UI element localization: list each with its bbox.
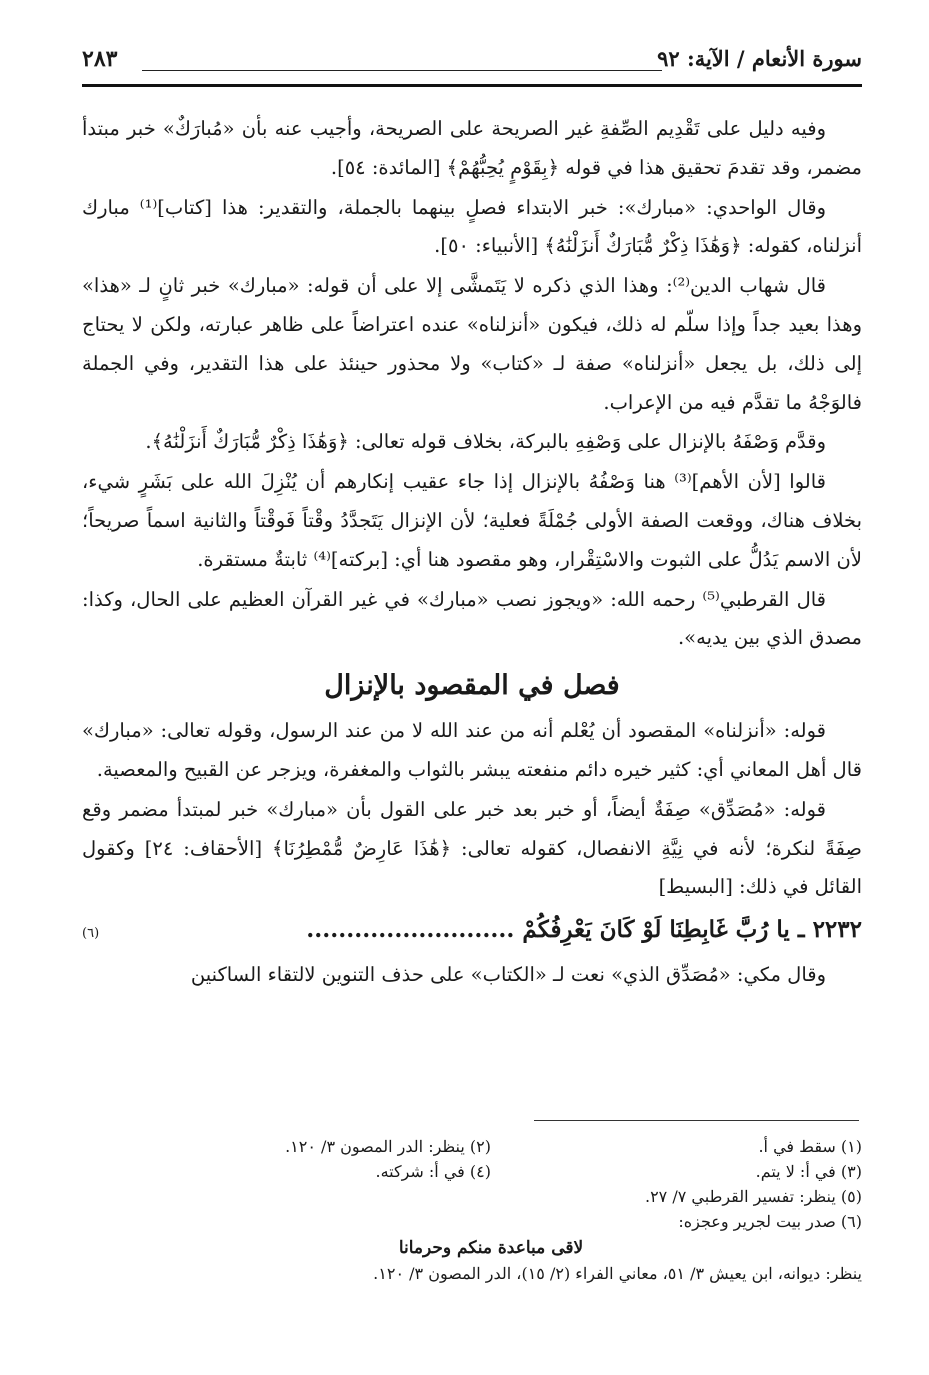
footnote-5: (٥) ينظر: تفسير القرطبي ٧/ ٢٧. — [644, 1187, 862, 1206]
footnote-row — [120, 1159, 862, 1184]
paragraph: قال شهاب الدين⁽²⁾: وهذا الذي ذكره لا يَتَمشَّى إلا على أن قوله: «مبارك» خبر ثانٍ لـ «هذا» وهذا بعيد جداً وإذا سلّم له ذلك، فيكون «أنزلناه» عنده اعتراضاً على ظاهر عبارته، ولكن لا يحتاج إلى ذلك، بل يجعل «أنزلناه» صفة لـ «كتاب» ولا محذور حينئذ على هذا التقدير، وفي الجملة فالوَجْهُ ما تقدَّم فيه من الإعراب. — [82, 274, 862, 414]
header-divider-thin — [142, 70, 662, 71]
header-divider — [82, 84, 862, 87]
footnote-divider — [534, 1120, 859, 1121]
header-title: سورة الأنعام / الآية: ٩٢ — [657, 46, 862, 71]
main-text — [82, 110, 862, 996]
page-number: ٢٨٣ — [82, 46, 118, 72]
footnotes — [120, 1134, 862, 1286]
paragraph: وقدَّم وَصْفَهُ بالإنزال على وَصْفِهِ بالبركة، بخلاف قوله تعالى: ﴿وَهَٰذَا ذِكْرٌ مُّبَارَكٌ أَنزَلْنَٰهُ﴾. — [145, 430, 826, 454]
verse-text: ٢٢٣٢ ـ يا رُبَّ غَابِطِنَا لَوْ كَانَ يَعْرِفُكُمْ .......................... — [306, 916, 862, 944]
page-header — [82, 40, 862, 86]
footnote-verse: لاقى مباعدة منكم وحرمانا — [398, 1238, 584, 1258]
footnote-6: (٦) صدر بيت لجرير وعجزه: — [678, 1212, 862, 1231]
footnote-source: ينظر: ديوانه، ابن يعيش ٣/ ٥١، معاني الفراء (٢/ ١٥)، الدر المصون ٣/ ١٢٠. — [373, 1264, 862, 1283]
verse-footnote-ref: (٦) — [82, 926, 100, 942]
paragraph: قالوا [لأن الأهم]⁽³⁾ هنا وَصْفُهُ بالإنزال إذا جاء عقيب إنكارهم أن يُنْزِلَ الله على بَشَرٍ شيء، بخلاف هناك، ووقعت الصفة الأولى جُمْلَةً فعلية؛ لأن الإنزال يَتَجدَّدُ وقْتاً فَوقْتاً والثانية اسماً صريحاً؛ لأن الاسم يَدُلُّ على الثبوت والاسْتِقْرار، وهو مقصود هنا أي: [بركته]⁽⁴⁾ ثابتةٌ مستقرة. — [82, 470, 862, 571]
paragraph: وقال الواحدي: «مبارك»: خبر الابتداء فصلٍ بينهما بالجملة، والتقدير: هذا [كتاب]⁽¹⁾ مبارك أنزلناه، كقوله: ﴿وَهَٰذَا ذِكْرٌ مُّبَارَكٌ أَنزَلْنَٰهُ﴾ [الأنبياء: ٥٠]. — [82, 195, 862, 258]
footnote-3: (٣) في أ: لا يتم. — [755, 1162, 862, 1181]
footnote-1: (١) سقط في أ. — [758, 1137, 862, 1156]
footnote-4: (٤) في أ: شركته. — [375, 1162, 491, 1181]
paragraph: وفيه دليل على تَقْدِيم الصِّفةِ غير الصريحة على الصريحة، وأجيب عنه بأن «مُبارَكٌ» خبر مبتدأ مضمر، وقد تقدمَ تحقيق هذا في قوله ﴿بِقَوْمٍ يُحِبُّهُمْ﴾ [المائدة: ٥٤]. — [82, 117, 862, 179]
footnote-2: (٢) ينظر: الدر المصون ٣/ ١٢٠. — [285, 1137, 491, 1156]
paragraph: قوله: «أنزلناه» المقصود أن يُعْلم أنه من عند الله لا من عند الرسول، وقوله تعالى: «مبارك» قال أهل المعاني أي: كثير خيره دائم منفعته يبشر بالثواب والمغفرة، ويزجر عن القبيح والمعصية. — [82, 719, 862, 781]
paragraph: قوله: «مُصَدِّق» صِفَةٌ أيضاً، أو خبر بعد خبر على القول بأن «مبارك» خبر لمبتدأ مضمر وقع صِفَةً لنكرة؛ لأنه في نِيَّةِ الانفصال، كقوله تعالى: ﴿هَٰذَا عَارِضٌ مُّمْطِرُنَا﴾ [الأحقاف: ٢٤] وكقول القائل في ذلك: [البسيط] — [82, 797, 862, 899]
poetry-verse — [82, 908, 862, 956]
section-heading: فصل في المقصود بالإنزال — [324, 670, 620, 702]
footnote-row — [120, 1134, 862, 1159]
paragraph: قال القرطبي⁽⁵⁾ رحمه الله: «ويجوز نصب «مبارك» في غير القرآن العظيم على الحال، وكذا: مصدق الذي بين يديه». — [82, 587, 862, 650]
paragraph: وقال مكي: «مُصَدِّق الذي» نعت لـ «الكتاب» على حذف التنوين لالتقاء الساكنين — [190, 963, 826, 987]
